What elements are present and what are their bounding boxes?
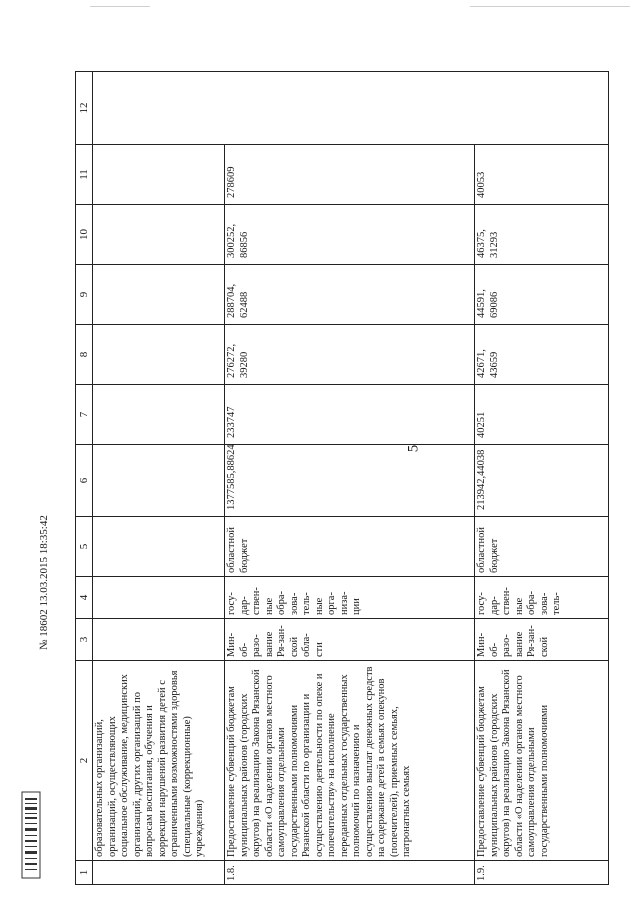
row-description: Предоставление субвенций бюджетам муниципальных районов (городских округов) на реализацию Закона Рязанской области «О наделении органов местного самоуправления отдельными государственными полномочиями Рязанской области по организации и осуществлению деятельности по опеке и попечительству» на исполнение переданных отдельных государственных полномочий по назначению и осуществлению выплат денежных средств на содержание детей в семьях опекунов (попечителей), приемных семьях, патронатных семьях — [225, 661, 475, 861]
amount-col9: 44591, 69086 — [475, 265, 609, 325]
participant: госу-дар-ствен-ные обра-зова-тель-ные орга-низа-ции — [225, 577, 475, 619]
total-amount: 213942,44038 — [475, 445, 609, 517]
header-cell: 2 — [76, 661, 93, 861]
funding-source: областной бюджет — [475, 517, 609, 577]
amount-col10: 46375, 31293 — [475, 205, 609, 265]
participant: госу-дар-ствен-ные обра-зова-тель- — [475, 577, 609, 619]
table-row-1-8 — [225, 72, 475, 885]
amount-col11: 278609 — [225, 145, 475, 205]
header-cell: 4 — [76, 577, 93, 619]
funding-source: областной бюджет — [225, 517, 475, 577]
total-amount: 1377585,88624 — [225, 445, 475, 517]
budget-table — [75, 71, 609, 885]
header-cell: 12 — [76, 72, 93, 145]
header-cell: 7 — [76, 385, 93, 445]
header-cell: 3 — [76, 619, 93, 661]
barcode-stamp-icon — [20, 790, 42, 880]
table-row-continuation — [93, 72, 225, 885]
amount-col7: 40251 — [475, 385, 609, 445]
header-cell: 1 — [76, 861, 93, 885]
header-cell: 8 — [76, 325, 93, 385]
amount-col11: 40053 — [475, 145, 609, 205]
responsible-executor: Мин-об-разо-вание Ря-зан-ской — [475, 619, 609, 661]
document-footer: № 18602 13.03.2015 18:35:42 — [38, 515, 50, 650]
header-row — [76, 72, 93, 885]
row-number: 1.8. — [225, 861, 475, 885]
row-description: Предоставление субвенций бюджетам муниципальных районов (городских округов) на реализацию Закона Рязанской области «О наделении органов местного самоуправления отдельными государственными полномочиями — [475, 661, 609, 861]
header-cell: 5 — [76, 517, 93, 577]
page-number: 5 — [405, 444, 422, 453]
amount-col9: 288704, 62488 — [225, 265, 475, 325]
header-cell: 6 — [76, 445, 93, 517]
amount-col8: 276272, 39280 — [225, 325, 475, 385]
row-number: 1.9. — [475, 861, 609, 885]
amount-col8: 42671, 43659 — [475, 325, 609, 385]
rotated-table-wrapper — [75, 72, 607, 885]
amount-col7: 233747 — [225, 385, 475, 445]
header-cell: 9 — [76, 265, 93, 325]
amount-col10: 300252, 86856 — [225, 205, 475, 265]
responsible-executor: Мин-об-разо-вание Ря-зан-ской обла-сти — [225, 619, 475, 661]
row-description: образовательных организаций, организаций, осуществляющих социальное обслуживание, медицинских организаций, других организаций по вопросам воспитания, обучения и коррекции нарушений развития детей с ограниченными возможностями здоровья (специальные (коррекционные) учреждения) — [93, 661, 225, 861]
header-cell: 11 — [76, 145, 93, 205]
table-row-1-9 — [475, 72, 609, 885]
scan-line-top-right — [470, 6, 630, 7]
scan-line-top — [90, 6, 150, 7]
header-cell: 10 — [76, 205, 93, 265]
